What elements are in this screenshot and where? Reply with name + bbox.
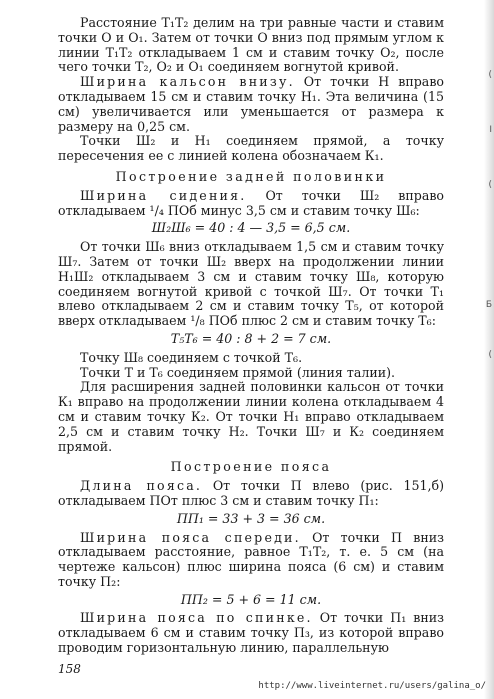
paragraph — [58, 189, 444, 219]
paragraph — [58, 611, 444, 655]
margin-mark: ( — [488, 350, 492, 360]
margin-mark: I — [489, 125, 492, 135]
margin-mark: ( — [488, 70, 492, 80]
run-in-heading: Ширина пояса спереди. — [80, 529, 301, 545]
equation: ПП₂ = 5 + 6 = 11 см. — [180, 591, 322, 607]
paragraph: От точки Ш₆ вниз откладываем 1,5 см и ставим точку Ш₇. Затем от точки Ш₂ вверх на продолжении линии Н₁Ш₂ откладываем 3 см и ставим точку Ш₈, которую соединяем вогнутой кривой с точкой Ш₇. От точки Т₁ влево откладываем 2 см и ставим точку Т₅, от которой вверх откладываем ¹/₈ ПОб плюс 2 см и ставим точку Т₆: — [58, 239, 444, 329]
run-in-heading: Ширина пояса по спинке. — [80, 610, 313, 626]
paragraph-text: От точки П₁ вниз откладываем 6 см и ставим точку П₃, из которой вправо проводим горизонтальную линию, параллельную — [58, 610, 444, 656]
paragraph: Для расширения задней половинки кальсон от точки К₁ вправо на продолжении линии колена откладываем 4 см и ставим точку К₂. От точки Н₁ вправо откладываем 2,5 см и ставим точку Н₂. Точки Ш₇ и К₂ соединяем прямой. — [58, 379, 444, 454]
margin-mark: ( — [488, 180, 492, 190]
paragraph: Точку Ш₈ соединяем с точкой Т₆. — [80, 349, 303, 365]
source-url[interactable]: http://www.liveinternet.ru/users/galina_o/ — [258, 681, 486, 691]
equation: ПП₁ = 33 + 3 = 36 см. — [176, 510, 326, 526]
page-body — [58, 16, 444, 656]
run-in-heading: Ширина сидения. — [80, 187, 247, 203]
paragraph: Точки Т и Т₆ соединяем прямой (линия талии). — [80, 364, 396, 380]
run-in-heading: Ширина кальсон внизу. — [80, 74, 295, 90]
paragraph-text: От точки П влево (рис. 151,б) откладываем ПОт плюс 3 см и ставим точку П₁: — [58, 478, 444, 508]
paragraph — [58, 75, 444, 134]
section-heading: Построение пояса — [170, 459, 332, 475]
paragraph-text: От точки Ш₂ вправо откладываем ¹/₄ ПОб минус 3,5 см и ставим точку Ш₆: — [58, 187, 445, 218]
paragraph — [58, 479, 444, 509]
margin-mark: Б — [485, 300, 492, 310]
equation: Ш₂Ш₆ = 40 : 4 — 3,5 = 6,5 см. — [151, 220, 351, 236]
paragraph — [58, 531, 444, 590]
paragraph-text: От точки П вниз откладываем расстояние, равное Т₁Т₂, т. е. 5 см (на чертеже кальсон) плюс ширина пояса (6 см) и ставим точку П₂: — [58, 529, 444, 589]
run-in-heading: Длина пояса. — [80, 478, 203, 494]
paragraph: Точки Ш₂ и Н₁ соединяем прямой, а точку пересечения ее с линией колена обозначаем К₁. — [58, 133, 444, 164]
page-number: 158 — [58, 662, 81, 676]
section-heading: Построение задней половинки — [115, 168, 387, 184]
paragraph-text: От точки Н вправо откладываем 15 см и ставим точку Н₁. Эта величина (15 см) увеличивается или уменьшается от размера к размеру на 0,25 см. — [58, 74, 444, 134]
paragraph: Расстояние Т₁Т₂ делим на три равные части и ставим точки О и О₁. Затем от точки О вниз под прямым углом к линии Т₁Т₂ откладываем 1 см и ставим точку О₂, после чего точки Т₂, О₂ и О₁ соединяем вогнутой кривой. — [58, 15, 444, 75]
equation: Т₅Т₆ = 40 : 8 + 2 = 7 см. — [170, 330, 332, 346]
